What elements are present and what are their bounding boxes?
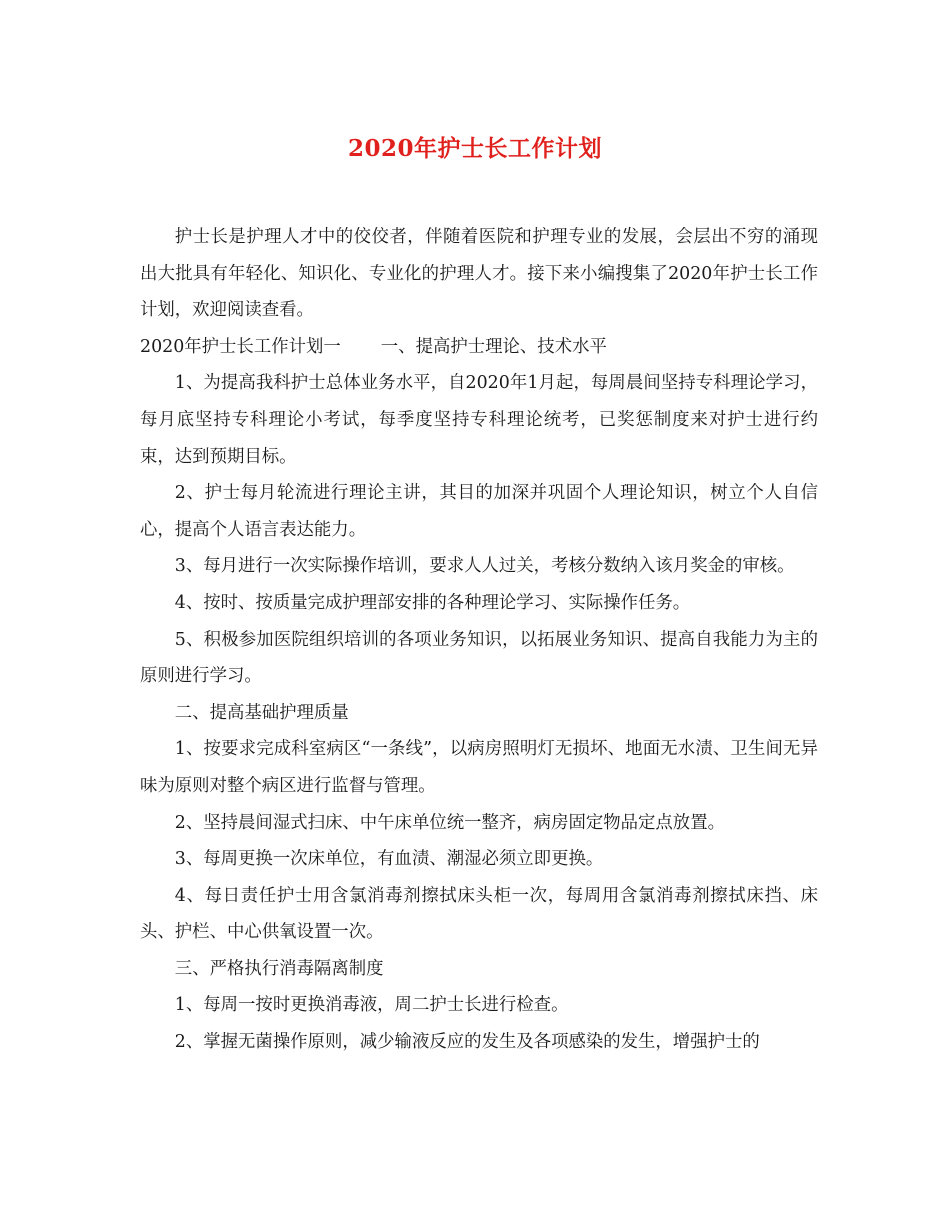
list-item: 2、掌握无菌操作原则，减少输液反应的发生及各项感染的发生，增强护士的 — [174, 1032, 760, 1053]
list-item: 4、按时、按质量完成护理部安排的各种理论学习、实际操作任务。 — [174, 592, 691, 613]
list-item: 1、为提高我科护士总体业务水平，自2020年1月起，每周晨间坚持专科理论学习，每月底坚持专科理论小考试，每季度坚持专科理论统考，已奖惩制度来对护士进行约束，达到预期目标。 — [140, 373, 818, 467]
list-item: 3、每周更换一次床单位，有血渍、潮湿必须立即更换。 — [174, 849, 604, 870]
plan-heading-line — [140, 329, 818, 366]
section-heading: 一、提高护士理论、技术水平 — [380, 336, 607, 357]
list-item: 5、积极参加医院组织培训的各项业务知识，以拓展业务知识、提高自我能力为主的原则进行学习。 — [140, 629, 818, 687]
list-item: 1、每周一按时更换消毒液，周二护士长进行检查。 — [174, 995, 569, 1016]
plan-label: 2020年护士长工作计划一 — [140, 336, 341, 357]
section-heading: 二、提高基础护理质量 — [174, 702, 349, 723]
list-item: 4、每日责任护士用含氯消毒剂擦拭床头柜一次，每周用含氯消毒剂擦拭床挡、床头、护栏、中心供氧设置一次。 — [140, 885, 818, 943]
list-item: 2、护士每月轮流进行理论主讲，其目的加深并巩固个人理论知识，树立个人自信心，提高个人语言表达能力。 — [140, 483, 818, 540]
intro-paragraph: 护士长是护理人才中的佼佼者，伴随着医院和护理专业的发展，会层出不穷的涌现出大批具有年轻化、知识化、专业化的护理人才。接下来小编搜集了2020年护士长工作计划，欢迎阅读查看。 — [140, 227, 818, 321]
list-item: 2、坚持晨间湿式扫床、中午床单位统一整齐，病房固定物品定点放置。 — [174, 812, 725, 833]
document-title: 2020年护士长工作计划 — [347, 135, 602, 162]
document-body — [140, 219, 818, 1061]
list-item: 3、每月进行一次实际操作培训，要求人人过关，考核分数纳入该月奖金的审核。 — [174, 556, 795, 577]
list-item: 1、按要求完成科室病区“一条线”，以病房照明灯无损坏、地面无水渍、卫生间无异味为原则对整个病区进行监督与管理。 — [140, 739, 818, 796]
section-heading: 三、严格执行消毒隔离制度 — [174, 958, 384, 979]
